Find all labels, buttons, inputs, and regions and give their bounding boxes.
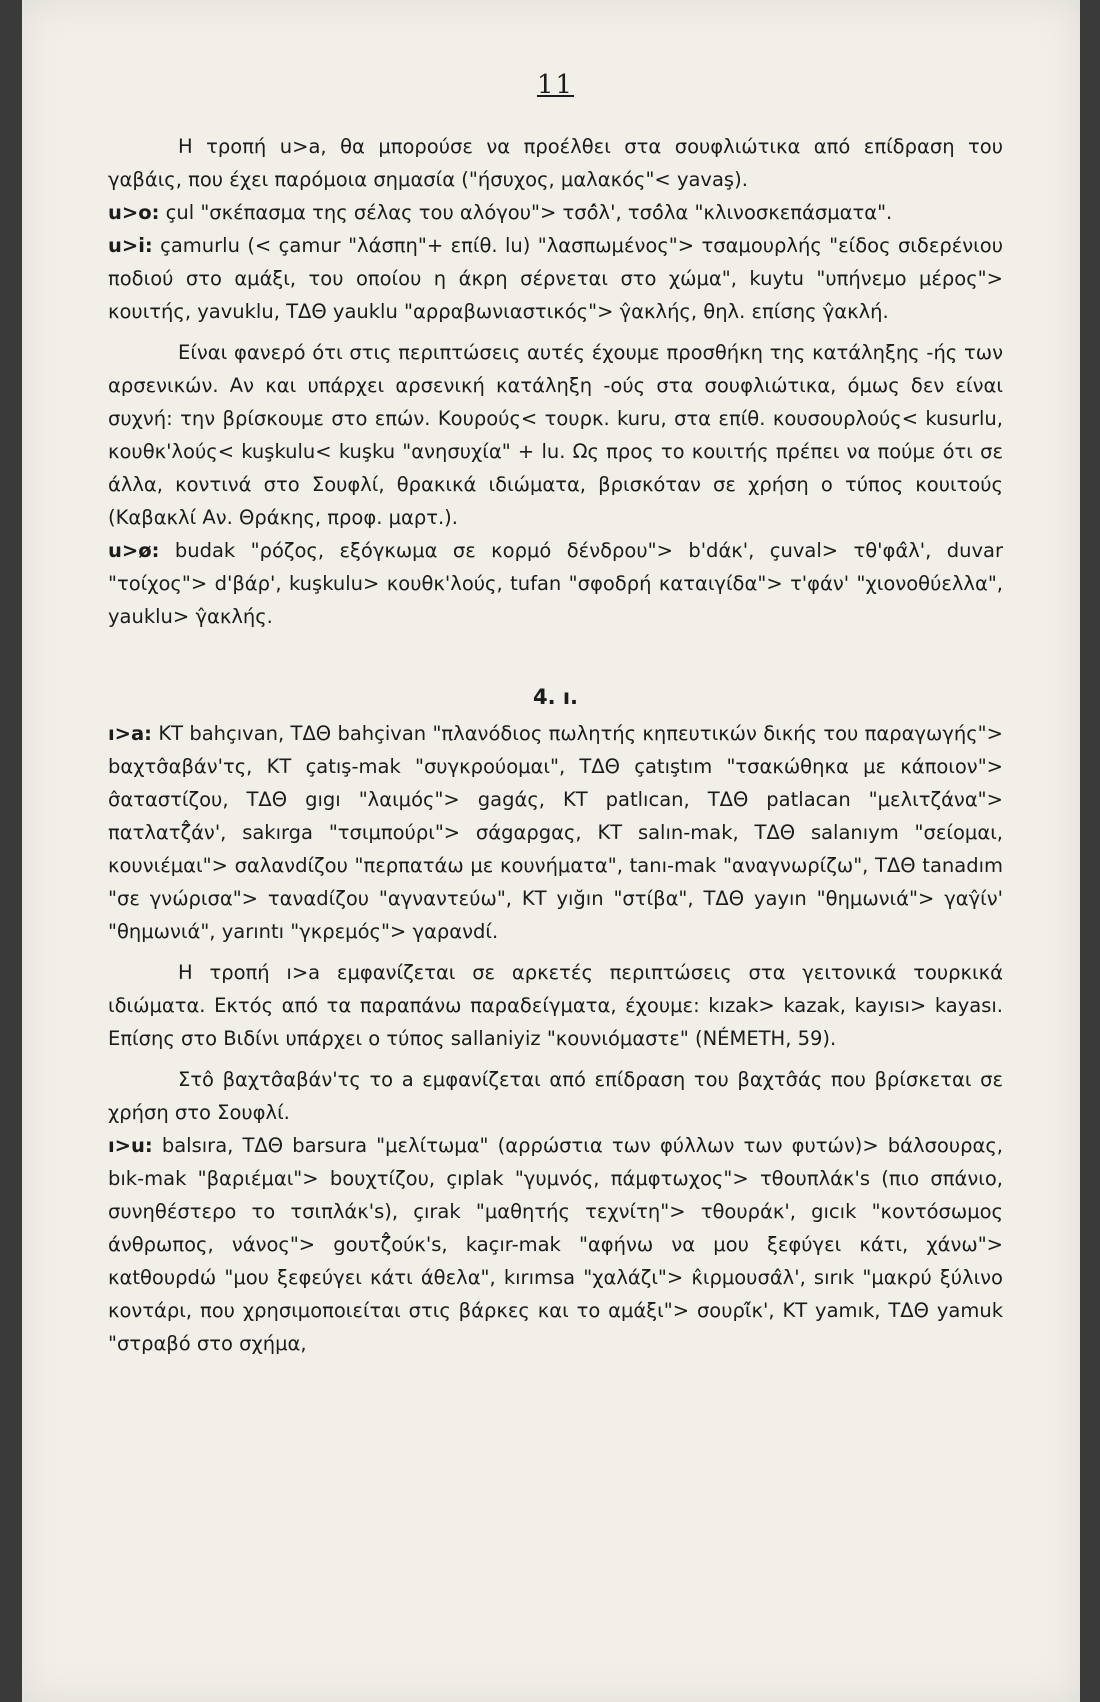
paragraph: [108, 717, 1003, 948]
paragraph-text: çul "σκέπασμα της σέλας του αλόγου"> τσό̂λ', τσό̂λα "κλινοσκεπάσματα".: [165, 201, 893, 224]
paragraph-label: u>i:: [108, 234, 153, 257]
paragraph-label: ı>u:: [108, 1134, 153, 1157]
paragraph: [108, 1063, 1003, 1129]
paragraph-text: Η τροπή ı>a εμφανίζεται σε αρκετές περιπτώσεις στα γειτονικά τουρκικά ιδιώματα. Εκτός από τα παραπάνω παραδείγματα, έχουμε: kızak> kazak, kayısı> kayası. Επίσης στο Βιδίνι υπάρχει ο τύπος sallaniyiz "κουνιόμαστε" (NÉMETH, 59).: [108, 961, 1003, 1050]
paragraph-label: u>ø:: [108, 539, 160, 562]
section-heading: 4. ı.: [532, 685, 579, 709]
paragraph-text: ΚΤ bahçıvan, ΤΔΘ bahçivan "πλανόδιος πωλητής κηπευτικών δικής του παραγωγής"> bαχτσ̂αβάν'τς, ΚΤ çatış-mak "συγκρούομαι", ΤΔΘ çatıştım "τσακώθηκα με κάποιον"> σ̂αταστίζου, ΤΔΘ gıgı "λαιμός"> gagάς, ΚΤ patlıcan, ΤΔΘ patlacan "μελιτζάνα"> πατλατζ̂άν', sakırga "τσιμπούρι"> σάgαρgας, ΚΤ salın-mak, ΤΔΘ salanıym "σείομαι, κουνιέμαι"> σαλανdίζου "περπατάω με κουνήματα", tanı-mak "αναγνωρίζω", ΤΔΘ tanadım "σε γνώρισα"> ταναdίζου "αγναντεύω", ΚΤ yığın "στίβα", ΤΔΘ yayın "θημωνιά"> γαγ̂ίν' "θημωνιά", yarıntı "γκρεμός"> γαρανdί.: [108, 722, 1003, 943]
paragraph: [108, 336, 1003, 534]
scanned-page: [22, 0, 1080, 1702]
paragraph-text: budak "ρόζος, εξόγκωμα σε κορμό δένδρου"> b'dάκ', çuval> τθ'φά̂λ', duvar "τοίχος"> d'βάρ', kuşkulu> κουθκ'λούς, tufan "σφοδρή καταιγίδα"> τ'φάν' "χιονοθύελλα", yauklu> γ̂ακλής.: [108, 539, 1003, 628]
paragraph: [108, 196, 1003, 229]
page-number: 11: [536, 70, 575, 100]
paragraph: [108, 956, 1003, 1055]
paragraph-label: ı>a:: [108, 722, 152, 745]
paragraph: [108, 1129, 1003, 1360]
paragraph-text: Η τροπή u>a, θα μπορούσε να προέλθει στα σουφλιώτικα από επίδραση του γαβάις, που έχει παρόμοια σημασία ("ήσυχος, μαλακός"< yavaş).: [108, 135, 1003, 191]
page-content: [108, 70, 1003, 1360]
paragraph-text: Είναι φανερό ότι στις περιπτώσεις αυτές έχουμε προσθήκη της κατάληξης -ής των αρσενικών. Αν και υπάρχει αρσενική κατάληξη -ούς στα σουφλιώτικα, όμως δεν είναι συχνή: την βρίσκουμε στο επών. Κουρούς< τουρκ. kuru, στα επίθ. κουσουρλούς< kusurlu, κουθκ'λούς< kuşkulu< kuşku "ανησυχία" + lu. Ως προς το κουιτής πρέπει να πούμε ότι σε άλλα, κοντινά στο Σουφλί, θρακικά ιδιώματα, βρισκόταν σε χρήση ο τύπος κουιτούς (Καβακλί Αν. Θράκης, προφ. μαρτ.).: [108, 341, 1003, 529]
paragraph-text: Στο̂ βαχτσ̂αβάν'τς το a εμφανίζεται από επίδραση του βαχτσ̂άς που βρίσκεται σε χρήση στο Σουφλί.: [108, 1068, 1003, 1124]
paragraph: [108, 229, 1003, 328]
paragraph-text: balsıra, ΤΔΘ barsura "μελίτωμα" (αρρώστια των φύλλων των φυτών)> bάλσουρας, bık-mak "βαριέμαι"> bουχτίζου, çıplak "γυμνός, πάμφτωχος"> τθουπλάκ's (πιο σπάνιο, συνηθέστερο το τσιπλάκ's), çırak "μαθητής τεχνίτη"> τθουράκ', gıcık "κοντόσωμος άνθρωπος, νάνος"> gουτζ̂ούκ's, kaçır-mak "αφήνω να μου ξεφύγει κάτι, χάνω"> καtθουρdώ "μου ξεφεύγει κάτι άθελα", kırımsa "χαλάζι"> κ̂ιρμουσά̂λ', sırık "μακρύ ξύλινο κοντάρι, που χρησιμοποιείται στις βάρκες και το αμάξι"> σουρί̂κ', ΚΤ yamık, ΤΔΘ yamuk "στραβό στο σχήμα,: [108, 1134, 1003, 1355]
paragraph: [108, 130, 1003, 196]
paragraph: [108, 534, 1003, 633]
paragraph-text: çamurlu (< çamur "λάσπη"+ επίθ. lu) "λασπωμένος"> τσαμουρλής "είδος σιδερένιου ποδιού στο αμάξι, του οποίου η άκρη σέρνεται στο χώμα", kuytu "υπήνεμο μέρος"> κουιτής, yavuklu, ΤΔΘ yauklu "αρραβωνιαστικός"> γ̂ακλής, θηλ. επίσης γ̂ακλή.: [108, 234, 1003, 323]
paragraph-label: u>o:: [108, 201, 160, 224]
